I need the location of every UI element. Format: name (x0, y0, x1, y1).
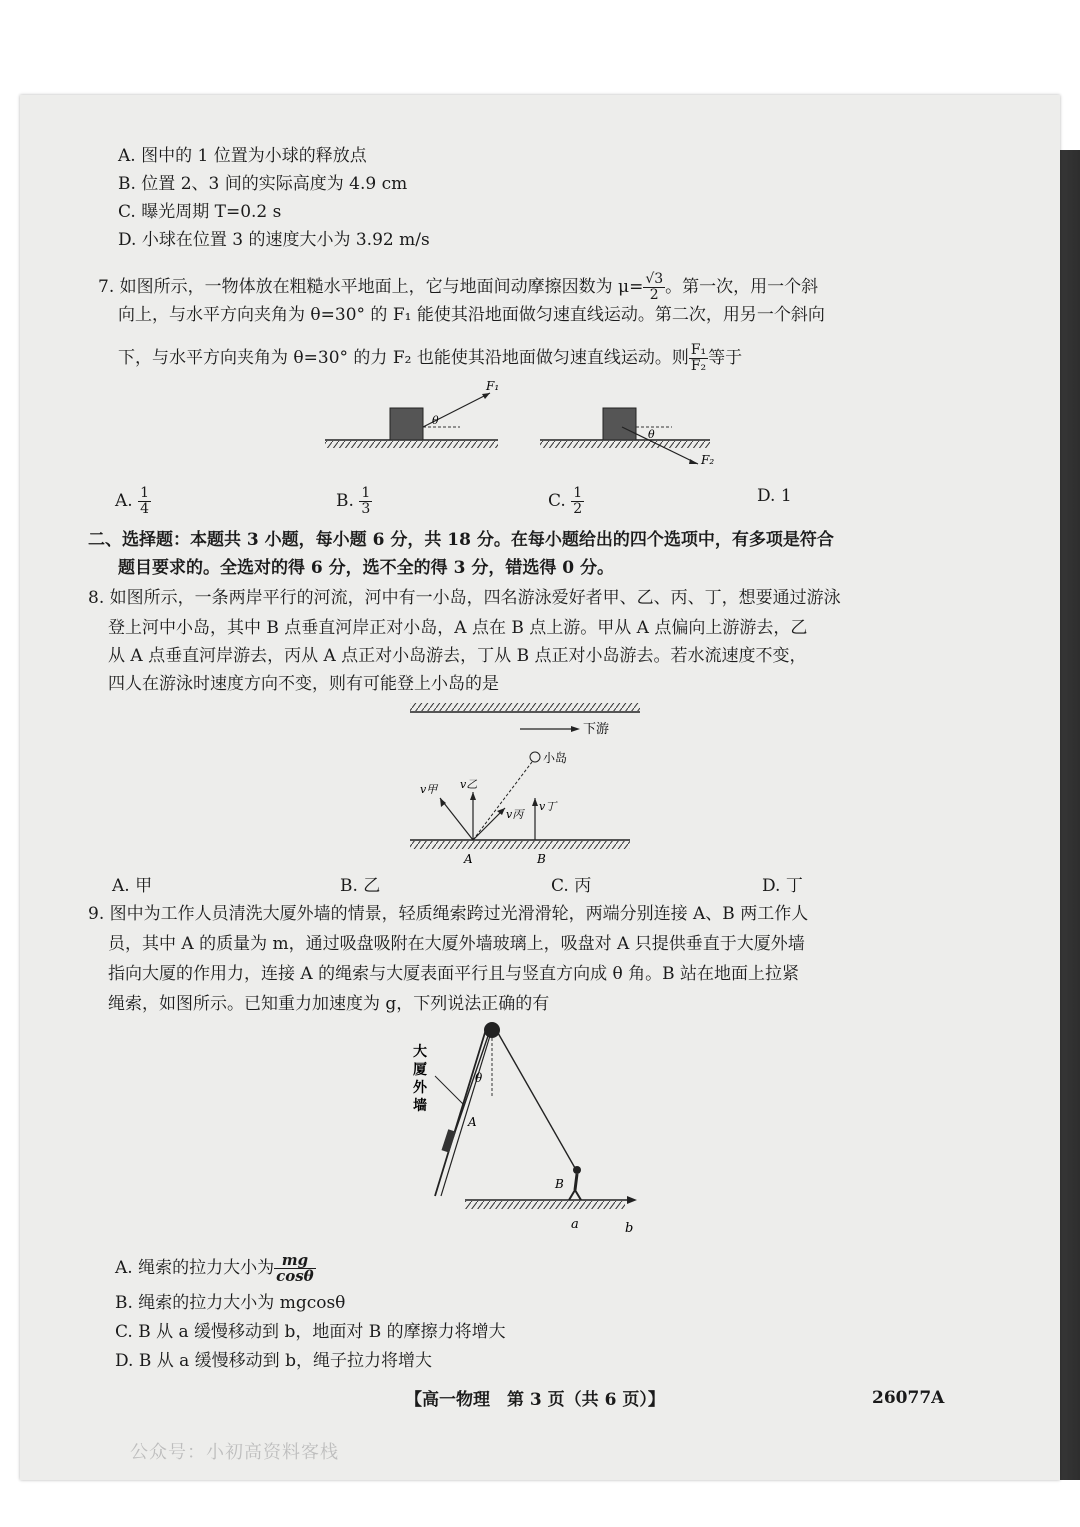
wall-label-4: 墙 (413, 1098, 427, 1114)
point-a-label: A (464, 852, 473, 866)
q7-line2: 向上，与水平方向夹角为 θ=30° 的 F₁ 能使其沿地面做匀速直线运动。第二次，用另一个斜向 (118, 305, 825, 325)
force-ratio: $\frac{\text{F₁}}{\text{F₂}}$ (690, 342, 707, 374)
q8-option-c: C. 丙 (551, 876, 592, 896)
v-bing-label: v丙 (506, 808, 524, 821)
wall-label-1: 大 (413, 1044, 427, 1060)
q9-line2: 员，其中 A 的质量为 m，通过吸盘吸附在大厦外墙玻璃上，吸盘对 A 只提供垂直于大厦外墙 (108, 934, 805, 954)
q9-option-d: D. B 从 a 缓慢移动到 b，绳子拉力将增大 (115, 1351, 432, 1371)
paper-code: 26077A (872, 1388, 945, 1408)
q8-line1: 8. 如图所示，一条两岸平行的河流，河中有一小岛，四名游泳爱好者甲、乙、丙、丁，想要通过游泳 (88, 588, 841, 608)
q9-building-figure (405, 1018, 655, 1238)
q8-line4: 四人在游泳时速度方向不变，则有可能登上小岛的是 (108, 674, 499, 694)
q8-line3: 从 A 点垂直河岸游去，丙从 A 点正对小岛游去，丁从 B 点正对小岛游去。若水流速度不变， (108, 646, 807, 666)
q6-option-a: A. 图中的 1 位置为小球的释放点 (118, 146, 367, 166)
position-b-label: b (625, 1221, 634, 1236)
q9-option-a: A. 绳索的拉力大小为 $\frac{mg}{\cos\theta}$ (115, 1251, 314, 1285)
q6-option-d: D. 小球在位置 3 的速度大小为 3.92 m/s (118, 230, 430, 250)
point-b-label: B (537, 852, 546, 866)
q8-line2: 登上河中小岛，其中 B 点垂直河岸正对小岛，A 点在 B 点上游。甲从 A 点偏向上游游去，乙 (108, 618, 808, 638)
q7-option-c: C. $\frac{1}{2}$ (548, 485, 583, 517)
section2-line2: 题目要求的。全选对的得 6 分，选不全的得 3 分，错选得 0 分。 (118, 558, 614, 578)
watermark: 公众号：小初高资料客栈 (130, 1442, 339, 1463)
q9-option-b: B. 绳索的拉力大小为 mgcosθ (115, 1293, 346, 1313)
q8-option-b: B. 乙 (340, 876, 381, 896)
q7-figure (320, 378, 720, 473)
q6-option-b: B. 位置 2、3 间的实际高度为 4.9 cm (118, 174, 408, 194)
q7-line1: 7. 如图所示，一物体放在粗糙水平地面上，它与地面间动摩擦因数为 μ= $\frac{√3}{2}$ 。第一次，用一个斜 (98, 271, 819, 303)
wall-label-3: 外 (413, 1080, 427, 1096)
q7-line3: 下，与水平方向夹角为 θ=30° 的力 F₂ 也能使其沿地面做匀速直线运动。则 $\frac{\text{F₁}}{\text{F₂}}$ 等于 (118, 342, 743, 374)
worker-b-label: B (555, 1177, 564, 1191)
worker-a-label: A (468, 1115, 477, 1129)
q9-theta-label: θ (475, 1071, 483, 1085)
downstream-label: 下游 (583, 722, 610, 737)
q6-option-c: C. 曝光周期 T=0.2 s (118, 202, 282, 222)
section2-line1: 二、选择题：本题共 3 小题，每小题 6 分，共 18 分。在每小题给出的四个选项中，有多项是符合 (88, 530, 834, 550)
f1-label: F₁ (486, 379, 500, 393)
position-a-label: a (571, 1217, 579, 1232)
theta-label-2: θ (648, 428, 655, 441)
q9-option-c: C. B 从 a 缓慢移动到 b，地面对 B 的摩擦力将增大 (115, 1322, 506, 1342)
q7-option-d: D. 1 (757, 486, 792, 506)
q8-option-d: D. 丁 (762, 876, 803, 896)
page-footer: 【高一物理 第 3 页（共 6 页）】 (405, 1390, 665, 1410)
q8-river-figure (400, 700, 650, 870)
island-label: 小岛 (543, 751, 568, 765)
q9-line3: 指向大厦的作用力，连接 A 的绳索与大厦表面平行且与竖直方向成 θ 角。B 站在地面上拉紧 (108, 964, 800, 984)
q7-option-b: B. $\frac{1}{3}$ (336, 485, 371, 517)
q7-option-a: A. $\frac{1}{4}$ (115, 485, 150, 517)
q8-option-a: A. 甲 (112, 876, 153, 896)
theta-label-1: θ (432, 414, 439, 427)
v-jia-label: v甲 (420, 783, 438, 796)
f2-label: F₂ (701, 453, 715, 467)
mu-fraction: $\frac{√3}{2}$ (645, 271, 664, 303)
wall-label-2: 厦 (413, 1062, 427, 1078)
v-ding-label: v丁 (539, 800, 557, 813)
q9-line4: 绳索，如图所示。已知重力加速度为 g，下列说法正确的有 (108, 994, 550, 1014)
q9-line1: 9. 图中为工作人员清洗大厦外墙的情景，轻质绳索跨过光滑滑轮，两端分别连接 A、B 两工作人 (88, 904, 809, 924)
v-yi-label: v乙 (460, 778, 478, 791)
